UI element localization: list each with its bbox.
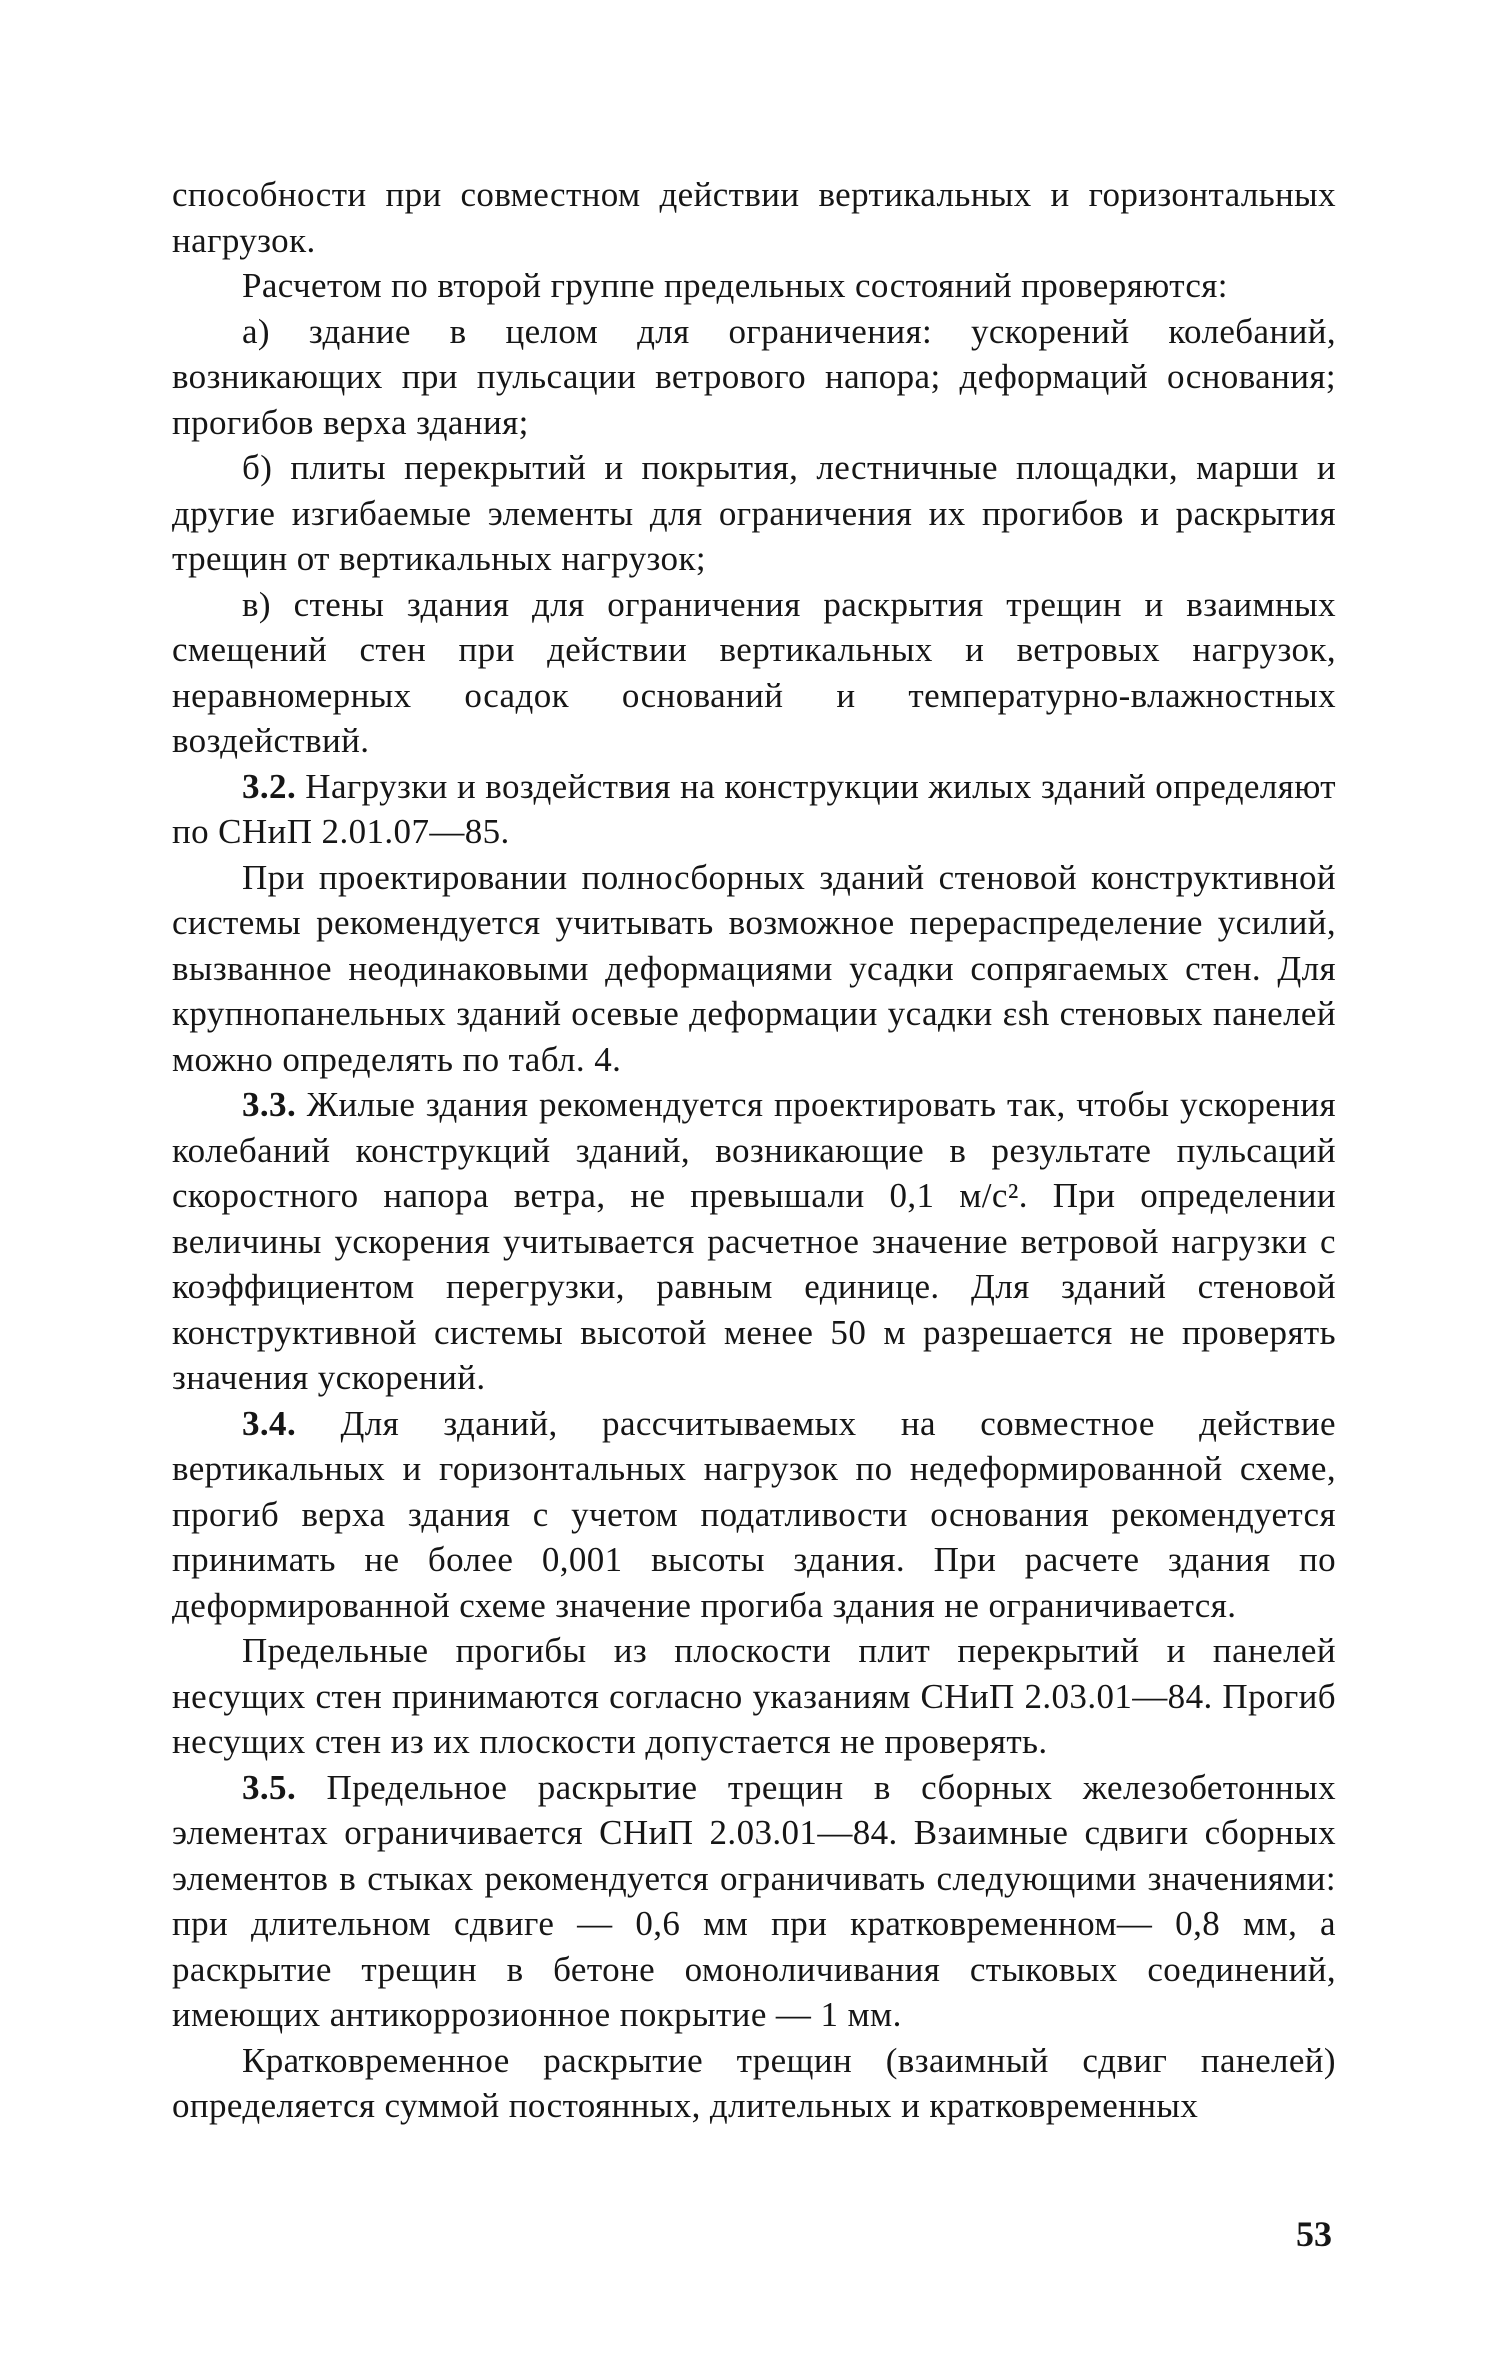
paragraph-text: Предельное раскрытие трещин в сборных железобетонных элементах ограничивается СНиП 2.03.01—84. Взаимные сдвиги сборных элементов в стыках рекомендуется ограничивать следующими значениями: при длительном сдвиге — 0,6 мм при кратковременном— 0,8 мм, а раскрытие трещин в бетоне омоноличивания стыковых соединений, имеющих антикоррозионное покрытие — 1 мм. xyxy=(172,1767,1336,2034)
paragraph-8 xyxy=(172,1401,1336,1629)
paragraph-4 xyxy=(172,582,1336,764)
paragraph-text: Для зданий, рассчитываемых на совместное действие вертикальных и горизонтальных нагрузок по недеформированной схеме, прогиб верха здания с учетом податливости основания рекомендуется принимать не более 0,001 высоты здания. При расчете здания по деформированной схеме значение прогиба здания не ограничивается. xyxy=(172,1403,1336,1625)
section-number: 3.2. xyxy=(242,766,297,806)
paragraph-text: При проектировании полносборных зданий стеновой конструктивной системы рекомендуется учитывать возможное перераспределение усилий, вызванное неодинаковыми деформациями усадки сопрягаемых стен. Для крупнопанельных зданий осевые деформации усадки εsh стеновых панелей можно определять по табл. 4. xyxy=(172,857,1336,1079)
paragraph-text: Расчетом по второй группе предельных состояний проверяются: xyxy=(242,266,1228,305)
paragraph-text: Нагрузки и воздействия на конструкции жилых зданий определяют по СНиП 2.01.07—85. xyxy=(172,766,1336,851)
paragraph-text: в) стены здания для ограничения раскрытия трещин и взаимных смещений стен при действии вертикальных и ветровых нагрузок, неравномерных осадок оснований и температурно-влажностных воздействий. xyxy=(172,584,1336,760)
paragraph-7 xyxy=(172,1082,1336,1401)
page-number: 53 xyxy=(1296,2214,1332,2254)
section-number: 3.4. xyxy=(242,1403,297,1443)
page-body xyxy=(172,172,1336,2129)
paragraph-3 xyxy=(172,445,1336,582)
section-number: 3.5. xyxy=(242,1767,297,1807)
paragraph-9 xyxy=(172,1628,1336,1765)
paragraph-text: а) здание в целом для ограничения: ускорений колебаний, возникающих при пульсации ветрового напора; деформаций основания; прогибов верха здания; xyxy=(172,311,1336,442)
paragraph-text: Предельные прогибы из плоскости плит перекрытий и панелей несущих стен принимаются согласно указаниям СНиП 2.03.01—84. Прогиб несущих стен из их плоскости допустается не проверять. xyxy=(172,1631,1336,1761)
paragraph-5 xyxy=(172,764,1336,855)
paragraph-text: Кратковременное раскрытие трещин (взаимный сдвиг панелей) определяется суммой постоянных, длительных и кратковременных xyxy=(172,2040,1336,2125)
paragraph-1 xyxy=(172,263,1336,309)
paragraph-2 xyxy=(172,309,1336,446)
paragraph-text: способности при совместном действии вертикальных и горизонтальных нагрузок. xyxy=(172,175,1336,260)
paragraph-text: Жилые здания рекомендуется проектировать так, чтобы ускорения колебаний конструкций зданий, возникающие в результате пульсаций скоростного напора ветра, не превышали 0,1 м/с². При определении величины ускорения учитывается расчетное значение ветровой нагрузки с коэффициентом перегрузки, равным единице. Для зданий стеновой конструктивной системы высотой менее 50 м разрешается не проверять значения ускорений. xyxy=(172,1085,1336,1397)
paragraph-11 xyxy=(172,2038,1336,2129)
paragraph-6 xyxy=(172,855,1336,1083)
section-number: 3.3. xyxy=(242,1085,297,1124)
paragraph-10 xyxy=(172,1765,1336,2038)
paragraph-text: б) плиты перекрытий и покрытия, лестничные площадки, марши и другие изгибаемые элементы для ограничения их прогибов и раскрытия трещин от вертикальных нагрузок; xyxy=(172,448,1336,578)
paragraph-0 xyxy=(172,172,1336,263)
